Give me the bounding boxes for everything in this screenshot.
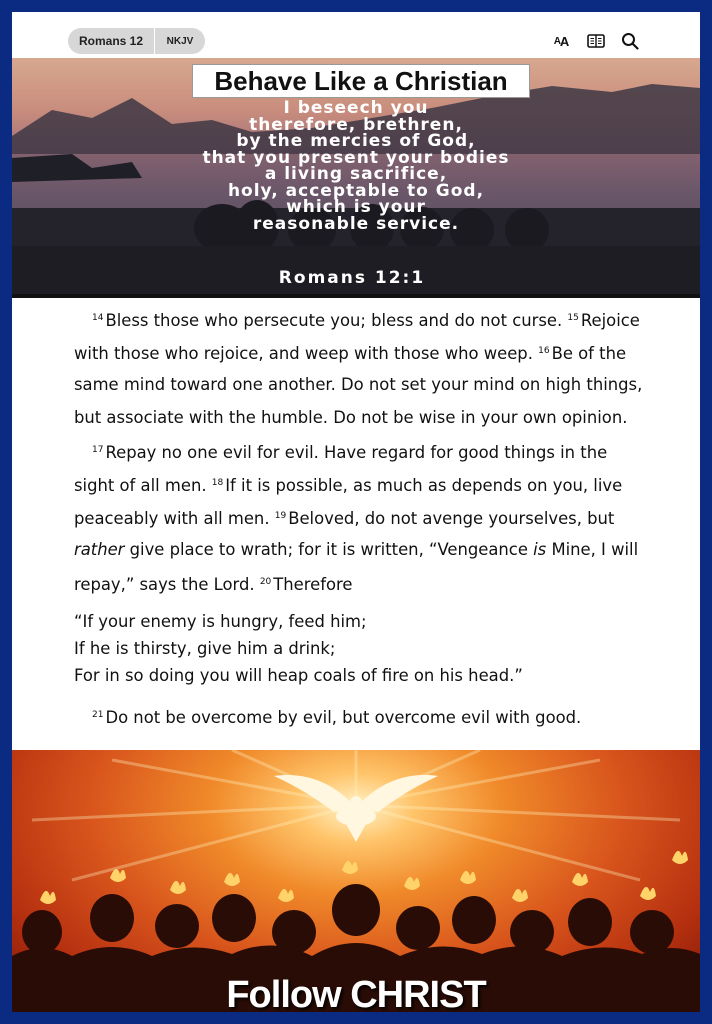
hero-verse-line: which is your xyxy=(286,197,426,217)
poetry-line: If he is thirsty, give him a drink; xyxy=(74,639,336,658)
verse-number[interactable]: 21 xyxy=(92,710,104,720)
scripture-line xyxy=(74,434,654,467)
verse-text: Beloved, do not avenge yourselves, but xyxy=(288,509,615,528)
verse-text: Do not be overcome by evil, but overcome evil with good. xyxy=(105,708,582,727)
verse-text: Be of the xyxy=(551,344,627,363)
version-button[interactable]: NKJV xyxy=(166,35,194,47)
verse-text: Bless those who persecute you; bless and do not curse. xyxy=(105,311,563,330)
verse-number[interactable]: 14 xyxy=(92,313,104,323)
verse-text: sight of all men. xyxy=(74,476,207,495)
scripture-line xyxy=(74,533,654,566)
top-toolbar xyxy=(12,12,700,58)
verse-text: give place to wrath; for it is written, “Vengeance xyxy=(129,540,528,559)
hero-verse-line: a living sacrifice, xyxy=(264,164,448,184)
scripture-line xyxy=(74,500,654,533)
hero-title-banner xyxy=(192,64,530,98)
scripture-line xyxy=(74,566,654,599)
hero-verse-line: I beseech you xyxy=(283,98,429,118)
verse-number[interactable]: 19 xyxy=(274,511,287,521)
scripture-line xyxy=(74,302,654,335)
hero-verse-line: therefore, brethren, xyxy=(249,114,463,135)
bottom-image xyxy=(12,750,700,1012)
verse-text: same mind toward one another. Do not set your mind on high things, xyxy=(74,375,643,394)
follow-christ-caption: Follow CHRIST xyxy=(226,974,486,1012)
hero-reference: Romans 12:1 xyxy=(278,268,426,288)
verse-text: Mine, I will xyxy=(551,540,639,559)
verse-number[interactable]: 18 xyxy=(211,478,224,488)
verse-text: but associate with the humble. Do not be wise in your own opinion. xyxy=(74,408,628,427)
chapter-version-selector[interactable] xyxy=(68,28,205,54)
scripture-line xyxy=(74,467,654,500)
verse-text: repay,” says the Lord. xyxy=(74,575,255,594)
hero-verse-line: holy, acceptable to God, xyxy=(227,180,485,201)
hero-bottom-border xyxy=(12,294,700,298)
bible-reader-page xyxy=(12,12,700,1012)
verse-text: with those who rejoice, and weep with those who weep. xyxy=(74,344,533,363)
search-icon[interactable] xyxy=(620,31,640,51)
poetry-line: “If your enemy is hungry, feed him; xyxy=(74,612,367,631)
verse-number[interactable]: 16 xyxy=(538,346,550,356)
italic-word: is xyxy=(533,540,547,559)
scripture-text xyxy=(74,302,654,732)
verse-text: If it is possible, as much as depends on you, live xyxy=(225,476,623,495)
scripture-line xyxy=(74,699,654,732)
verse-text: Repay no one evil for evil. Have regard for good things in the xyxy=(105,443,608,462)
verse-text: peaceably with all men. xyxy=(74,509,270,528)
hero-verse xyxy=(92,100,620,232)
verse-text: Rejoice xyxy=(580,311,640,330)
hero-image xyxy=(12,58,700,296)
italic-word: rather xyxy=(74,540,125,559)
verse-number[interactable]: 17 xyxy=(92,445,104,455)
hero-verse-line: by the mercies of God, xyxy=(236,131,476,151)
hero-title: Behave Like a Christian xyxy=(214,65,508,96)
verse-text: Therefore xyxy=(273,575,353,594)
scripture-line xyxy=(74,368,654,401)
text-size-icon[interactable]: A A xyxy=(553,33,569,49)
verse-number[interactable]: 15 xyxy=(567,313,579,323)
scripture-line xyxy=(74,335,654,368)
poetry-block xyxy=(74,608,654,689)
scripture-line xyxy=(74,401,654,434)
chapter-button[interactable]: Romans 12 xyxy=(78,34,144,48)
hero-verse-line: reasonable service. xyxy=(252,213,460,234)
verse-number[interactable]: 20 xyxy=(259,577,272,587)
book-icon[interactable] xyxy=(586,31,606,51)
hero-verse-line: that you present your bodies xyxy=(202,147,510,168)
dove-crowd-illustration xyxy=(12,750,700,1012)
poetry-line: For in so doing you will heap coals of fire on his head.” xyxy=(74,666,523,685)
